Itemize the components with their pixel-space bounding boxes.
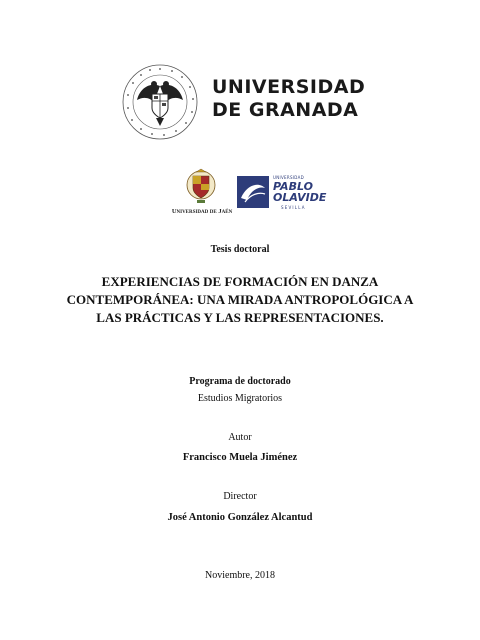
author-label: Autor [228,432,252,443]
olavide-name-line1: PABLO [273,180,313,193]
ugr-wordmark [212,76,365,122]
director-name: José Antonio González Alcantud [167,512,313,523]
document-type: Tesis doctoral [210,244,270,255]
program-name: Estudios Migratorios [197,393,283,404]
olavide-name-line2: OLAVIDE [273,191,327,204]
thesis-title [0,273,480,327]
universidad-de-granada-logo [120,62,366,142]
ugr-eagle-seal-icon [120,62,200,142]
jaen-shield-icon [186,168,216,206]
program-label: Programa de doctorado [189,376,291,387]
olavide-emblem-icon [237,176,269,208]
olavide-top-label: UNIVERSIDAD [273,175,304,180]
title-line-1: EXPERIENCIAS DE FORMACIÓN EN DANZA [101,274,379,289]
olavide-city-label: SEVILLA [281,205,306,210]
ugr-wordmark-line2: DE GRANADA [212,99,359,121]
ugr-wordmark-line1: UNIVERSIDAD [212,76,366,98]
title-line-3: LAS PRÁCTICAS Y LAS REPRESENTACIONES. [96,310,384,325]
publication-date: Noviembre, 2018 [205,570,275,581]
author-name: Francisco Muela Jiménez [182,452,298,463]
jaen-label: Universidad de Jaén [171,208,233,215]
universidad-pablo-de-olavide-logo [237,172,327,214]
universidad-de-jaen-logo [172,168,232,220]
director-label: Director [223,491,257,502]
title-line-2: CONTEMPORÁNEA: UNA MIRADA ANTROPOLÓGICA A [66,292,414,307]
